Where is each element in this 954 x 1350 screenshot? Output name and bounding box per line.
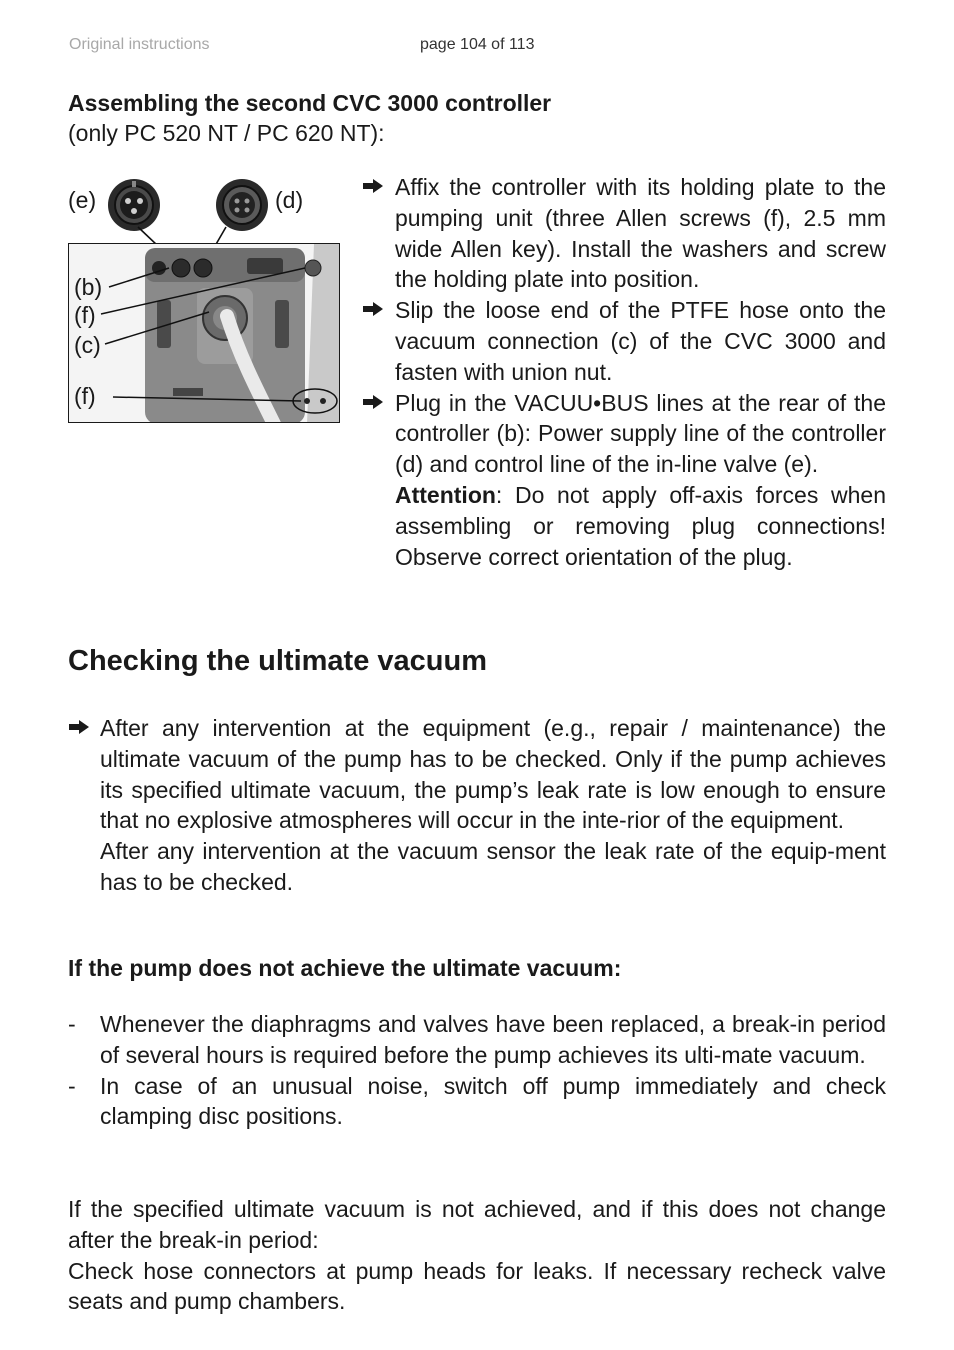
assembly-steps bbox=[362, 172, 886, 572]
assembly-step bbox=[362, 388, 886, 573]
subheading-not-achieved: If the pump does not achieve the ultimate vacuum: bbox=[68, 955, 622, 981]
section-title-ultimate-vacuum: Checking the ultimate vacuum bbox=[68, 645, 487, 677]
not-achieved-list bbox=[68, 1009, 886, 1132]
closing-paragraph bbox=[68, 1194, 886, 1317]
controller-rear-drawing bbox=[69, 244, 340, 423]
ultimate-vacuum-step bbox=[68, 713, 886, 898]
vacuum-sensor-note: After any intervention at the vacuum sensor the leak rate of the equip-ment has to be checked. bbox=[100, 838, 886, 895]
attention-text: : Do not apply off-axis forces when assembling or removing plug connections! Observe correct orientation of the plug. bbox=[395, 481, 886, 570]
arrow-bullet-icon bbox=[362, 394, 384, 410]
list-item bbox=[68, 1009, 886, 1071]
label-b: (b) bbox=[74, 274, 103, 300]
assembly-step-text: Plug in the VACUU•BUS lines at the rear of the controller (b): Power supply line of the controller (d) and control line of the in-line valve (e). bbox=[395, 389, 886, 478]
ultimate-vacuum-step-text: After any intervention at the equipment (e.g., repair / maintenance) the ultimate vacuum of the pump has to be checked. Only if the pump achieves its specified ultimate vacuum, the pump’s leak rate is low enough to ensure that no explosive atmospheres will occur in the inte-rior of the equipment. bbox=[100, 715, 886, 834]
label-f-lower: (f) bbox=[74, 383, 96, 409]
doc-header-label: Original instructions bbox=[69, 36, 210, 53]
label-f-upper: (f) bbox=[74, 302, 96, 328]
dash-bullet: - bbox=[68, 1011, 76, 1037]
list-item-text: In case of an unusual noise, switch off pump immediately and check clamping disc positions. bbox=[100, 1072, 886, 1130]
attention-note bbox=[395, 480, 886, 572]
controller-rear-figure bbox=[68, 243, 340, 423]
arrow-bullet-icon bbox=[362, 301, 384, 317]
closing-line-1: If the specified ultimate vacuum is not achieved, and if this does not change after the break-in period: bbox=[68, 1196, 886, 1253]
label-d: (d) bbox=[275, 187, 304, 213]
list-item-text: Whenever the diaphragms and valves have been replaced, a break-in period of several hours is required before the pump achieves its ulti-mate vacuum. bbox=[100, 1011, 886, 1068]
section-subtitle-models: (only PC 520 NT / PC 620 NT): bbox=[68, 120, 385, 146]
list-item bbox=[68, 1071, 886, 1133]
arrow-bullet-icon bbox=[362, 178, 384, 194]
assembly-step-text: Slip the loose end of the PTFE hose onto the vacuum connection (c) of the CVC 3000 and fasten with union nut. bbox=[395, 297, 886, 385]
assembly-step bbox=[362, 172, 886, 295]
attention-label: Attention bbox=[395, 481, 496, 508]
dash-bullet: - bbox=[68, 1072, 76, 1099]
page-number: page 104 of 113 bbox=[420, 36, 535, 53]
closing-line-2: Check hose connectors at pump heads for leaks. If necessary recheck valve seats and pump chambers. bbox=[68, 1257, 886, 1315]
label-e: (e) bbox=[68, 187, 97, 213]
label-c: (c) bbox=[74, 332, 101, 358]
ultimate-vacuum-steps bbox=[68, 713, 886, 898]
assembly-step-text: Affix the controller with its holding plate to the pumping unit (three Allen screws (f), 2.5 mm wide Allen key). Install the washers and screw the holding plate into position. bbox=[395, 174, 886, 293]
assembly-step bbox=[362, 295, 886, 387]
arrow-bullet-icon bbox=[68, 719, 90, 735]
section-title-assembling: Assembling the second CVC 3000 controller bbox=[68, 90, 552, 116]
